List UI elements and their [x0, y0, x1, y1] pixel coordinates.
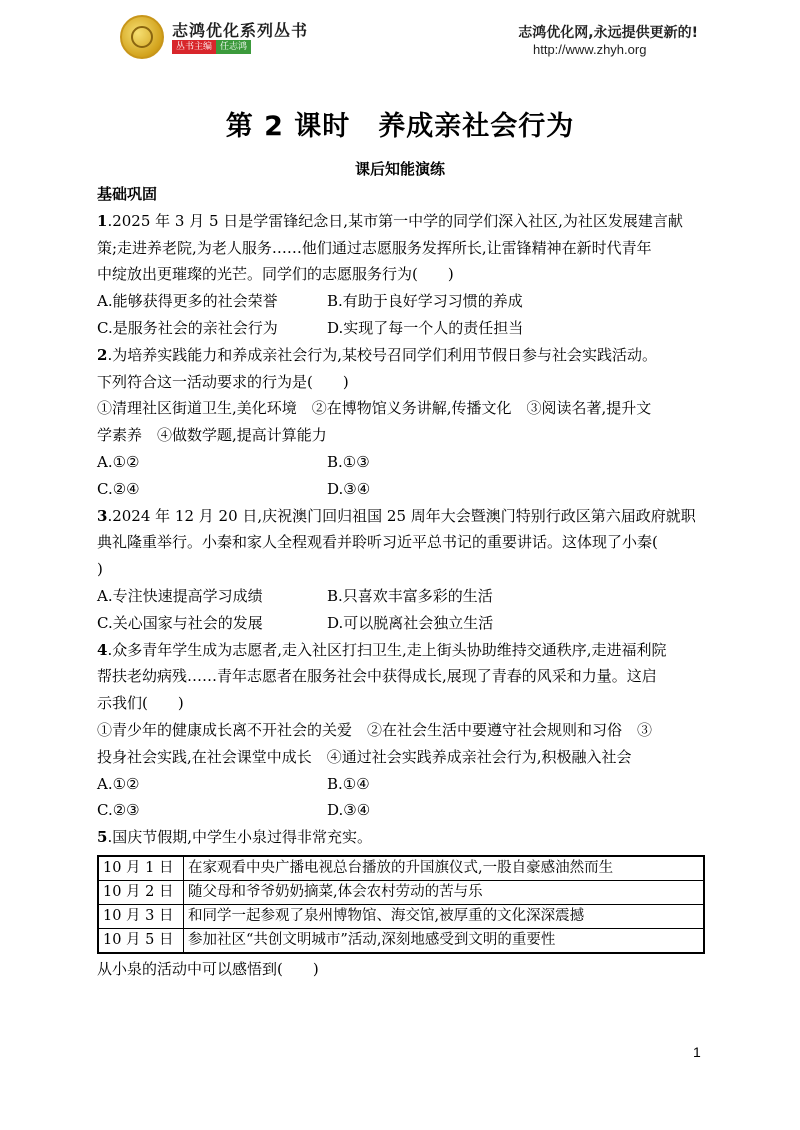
option-a[interactable]: A.专注快速提高学习成绩 — [97, 586, 263, 605]
question-line: ) — [97, 560, 103, 579]
question-line: 下列符合这一活动要求的行为是( ) — [97, 372, 349, 391]
question-3 — [97, 503, 707, 637]
question-line: 帮扶老幼病残……青年志愿者在服务社会中获得成长,展现了青春的风采和力量。这启 — [97, 667, 657, 686]
site-url[interactable]: http://www.zhyh.org — [533, 42, 647, 57]
editor-tag — [172, 40, 251, 54]
option-c[interactable]: C.关心国家与社会的发展 — [97, 613, 263, 632]
table-cell-activity: 和同学一起参观了泉州博物馆、海交馆,被厚重的文化深深震撼 — [184, 904, 705, 928]
question-line: ①清理社区街道卫生,美化环境 ②在博物馆义务讲解,传播文化 ③阅读名著,提升文 — [97, 399, 652, 418]
option-c[interactable]: C.②④ — [97, 479, 140, 498]
table-row — [98, 904, 704, 928]
options-row — [97, 610, 707, 637]
question-text: .国庆节假期,中学生小泉过得非常充实。 — [107, 828, 372, 847]
table-cell-date: 10 月 2 日 — [98, 880, 184, 904]
options-row — [97, 315, 707, 342]
option-d[interactable]: D.实现了每一个人的责任担当 — [327, 318, 524, 337]
editor-label: 丛书主编 — [172, 40, 216, 54]
question-line — [97, 824, 707, 851]
activity-table — [97, 855, 705, 954]
option-a[interactable]: A.能够获得更多的社会荣誉 — [97, 292, 278, 311]
table-row — [98, 856, 704, 881]
series-title: 志鸿优化系列丛书 — [172, 21, 309, 40]
question-line: 示我们( ) — [97, 694, 184, 713]
table-row — [98, 928, 704, 953]
section-heading: 基础巩固 — [97, 185, 158, 203]
question-line: 策;走进养老院,为老人服务……他们通过志愿服务发挥所长,让雷锋精神在新时代青年 — [97, 238, 652, 257]
question-line — [97, 342, 707, 369]
question-number: 5 — [97, 828, 108, 847]
option-c[interactable]: C.②③ — [97, 801, 140, 820]
table-cell-date: 10 月 3 日 — [98, 904, 184, 928]
question-5 — [97, 824, 707, 983]
question-text: .2024 年 12 月 20 日,庆祝澳门回归祖国 25 周年大会暨澳门特别行政区第六届政府就职 — [107, 506, 696, 525]
option-d[interactable]: D.③④ — [327, 479, 371, 498]
question-line — [97, 637, 707, 664]
option-b[interactable]: B.①③ — [327, 452, 370, 471]
question-text: .为培养实践能力和养成亲社会行为,某校号召同学们利用节假日参与社会实践活动。 — [107, 345, 657, 364]
options-row — [97, 449, 707, 476]
page-header — [0, 0, 800, 80]
page-title: 第 2 课时 养成亲社会行为 — [225, 111, 575, 142]
question-text: .2025 年 3 月 5 日是学雷锋纪念日,某市第一中学的同学们深入社区,为社区发展建言献 — [107, 211, 683, 230]
option-a[interactable]: A.①② — [97, 774, 140, 793]
options-row — [97, 797, 707, 824]
site-slogan: 志鸿优化网,永远提供更新的! — [518, 25, 698, 41]
option-d[interactable]: D.可以脱离社会独立生活 — [327, 613, 494, 632]
options-row — [97, 771, 707, 798]
page-number: 1 — [693, 1044, 701, 1060]
zhihong-logo-icon — [120, 15, 164, 59]
question-number: 3 — [97, 506, 108, 525]
option-d[interactable]: D.③④ — [327, 801, 371, 820]
table-cell-activity: 在家观看中央广播电视总台播放的升国旗仪式,一股自豪感油然而生 — [184, 856, 705, 881]
question-line: 学素养 ④做数学题,提高计算能力 — [97, 426, 327, 445]
option-b[interactable]: B.①④ — [327, 774, 370, 793]
question-line: 从小泉的活动中可以感悟到( ) — [97, 959, 319, 978]
table-cell-activity: 参加社区“共创文明城市”活动,深刻地感受到文明的重要性 — [184, 928, 705, 953]
option-b[interactable]: B.只喜欢丰富多彩的生活 — [327, 586, 493, 605]
option-b[interactable]: B.有助于良好学习习惯的养成 — [327, 292, 523, 311]
question-line: ①青少年的健康成长离不开社会的关爱 ②在社会生活中要遵守社会规则和习俗 ③ — [97, 720, 653, 739]
question-number: 1 — [97, 211, 108, 230]
table-cell-activity: 随父母和爷爷奶奶摘菜,体会农村劳动的苦与乐 — [184, 880, 705, 904]
question-number: 2 — [97, 345, 108, 364]
editor-name: 任志鸿 — [216, 40, 251, 54]
page-subtitle: 课后知能演练 — [354, 160, 445, 178]
question-line: 典礼隆重举行。小秦和家人全程观看并聆听习近平总书记的重要讲话。这体现了小秦( — [97, 533, 658, 552]
question-2 — [97, 342, 707, 503]
question-number: 4 — [97, 640, 108, 659]
table-row — [98, 880, 704, 904]
options-row — [97, 583, 707, 610]
option-a[interactable]: A.①② — [97, 452, 140, 471]
options-row — [97, 476, 707, 503]
question-line: 中绽放出更璀璨的光芒。同学们的志愿服务行为( ) — [97, 265, 454, 284]
question-1 — [97, 208, 707, 342]
option-c[interactable]: C.是服务社会的亲社会行为 — [97, 318, 278, 337]
question-text: .众多青年学生成为志愿者,走入社区打扫卫生,走上街头协助维持交通秩序,走进福利院 — [107, 640, 667, 659]
question-line — [97, 208, 707, 235]
exercise-content — [97, 181, 707, 983]
table-cell-date: 10 月 1 日 — [98, 856, 184, 881]
question-line — [97, 503, 707, 530]
options-row — [97, 288, 707, 315]
table-cell-date: 10 月 5 日 — [98, 928, 184, 953]
question-line: 投身社会实践,在社会课堂中成长 ④通过社会实践养成亲社会行为,积极融入社会 — [97, 747, 632, 766]
question-4 — [97, 637, 707, 825]
